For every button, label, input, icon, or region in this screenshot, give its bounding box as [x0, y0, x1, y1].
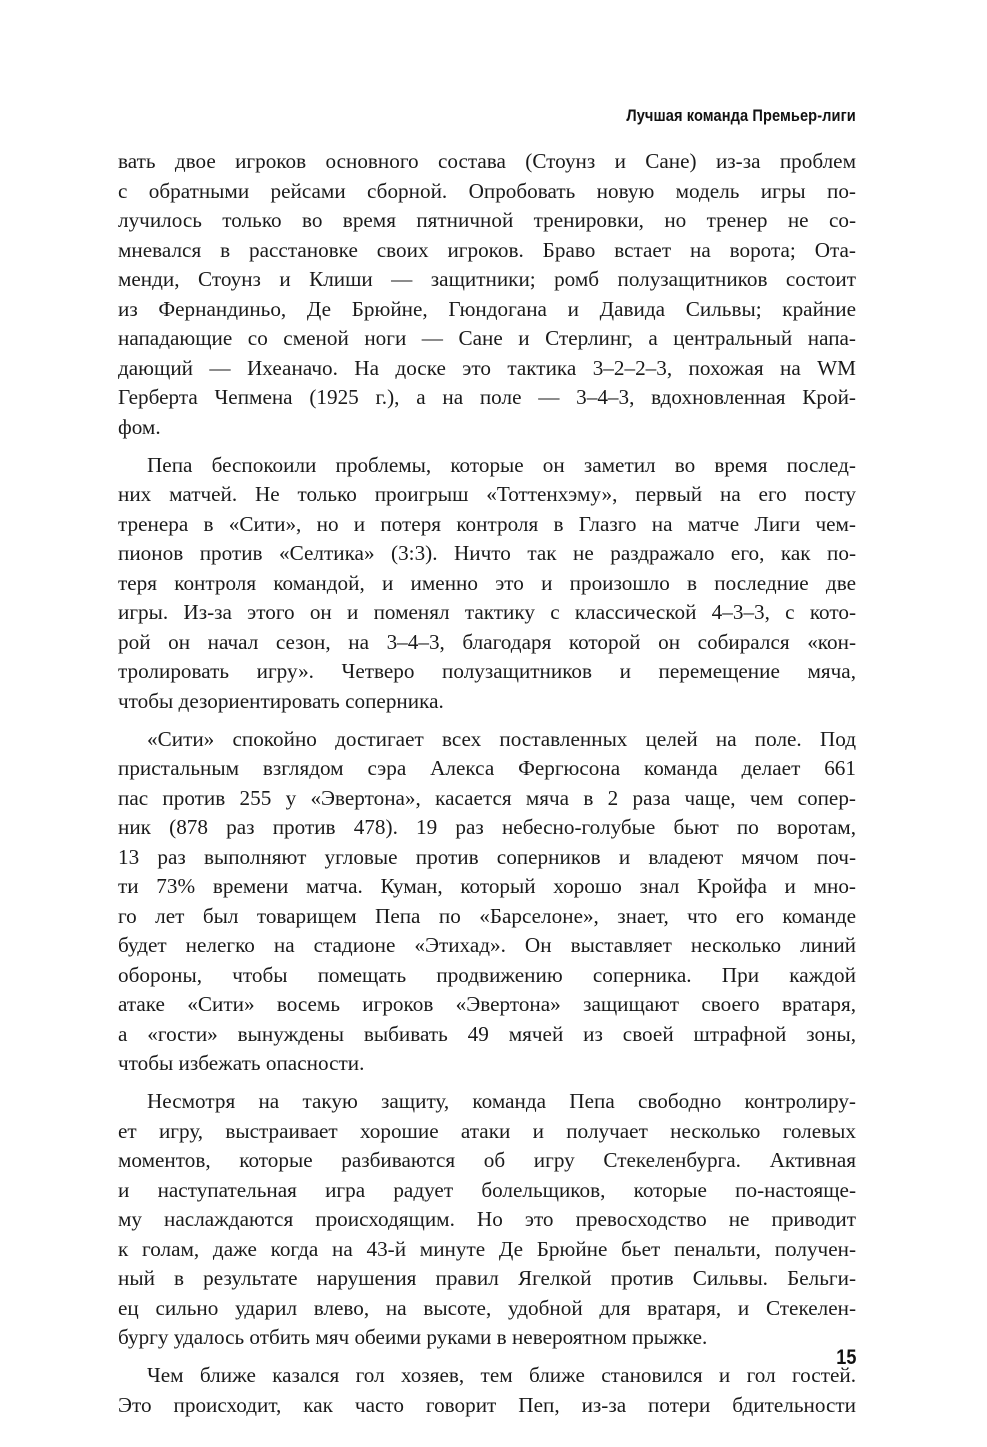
paragraph	[118, 147, 856, 442]
text-line: мневался в расстановке своих игроков. Браво встает на ворота; Ота-	[118, 237, 856, 262]
paragraph	[118, 1361, 856, 1420]
text-line: к голам, даже когда на 43-й минуте Де Брюйне бьет пенальти, получен-	[118, 1236, 856, 1261]
page-number: 15	[835, 1346, 856, 1369]
text-line: моментов, которые разбиваются об игру Стекеленбурга. Активная	[118, 1148, 856, 1172]
text-line: тренера в «Сити», но и потеря контроля в Глазго на матче Лиги чем-	[118, 511, 856, 536]
text-line: бургу удалось отбить мяч обеими руками в невероятном прыжке.	[118, 1325, 708, 1349]
text-line: из Фернандиньо, Де Брюйне, Гюндогана и Давида Сильвы; крайние	[118, 296, 856, 321]
text-line: менди, Стоунз и Клиши — защитники; ромб полузащитников состоит	[118, 267, 856, 291]
text-line: Несмотря на такую защиту, команда Пепа свободно контролиру-	[147, 1089, 856, 1113]
body-text	[118, 147, 856, 1420]
paragraph	[118, 725, 856, 1079]
text-line: Герберта Чепмена (1925 г.), а на поле — 3–4–3, вдохновленная Крой-	[118, 385, 856, 409]
text-line: пристальным взглядом сэра Алекса Фергюсона команда делает 661	[118, 756, 856, 780]
text-line: лучилось только во время пятничной тренировки, но тренер не со-	[118, 208, 856, 232]
text-line: чтобы избежать опасности.	[118, 1051, 365, 1075]
text-line: рой он начал сезон, на 3–4–3, благодаря которой он собирался «кон-	[118, 629, 856, 654]
text-line: пионов против «Селтика» (3:3). Ничто так не раздражало его, как по-	[118, 541, 856, 565]
text-line: с обратными рейсами сборной. Опробовать новую модель игры по-	[118, 178, 856, 203]
text-line: му наслаждаются происходящим. Но это превосходство не приводит	[118, 1207, 856, 1231]
paragraph	[118, 1087, 856, 1353]
text-line: будет нелегко на стадионе «Этихад». Он выставляет несколько линий	[118, 933, 856, 957]
text-line: а «гости» вынуждены выбивать 49 мячей из своей штрафной зоны,	[118, 1021, 856, 1046]
text-line: 13 раз выполняют угловые против соперников и владеют мячом поч-	[118, 844, 856, 869]
running-head: Лучшая команда Премьер-лиги	[626, 106, 856, 125]
text-line: Чем ближе казался гол хозяев, тем ближе становился и гол гостей.	[147, 1363, 856, 1387]
text-line: тролировать игру». Четверо полузащитников и перемещение мяча,	[118, 659, 856, 683]
text-line: ный в результате нарушения правил Ягелкой против Сильвы. Бельги-	[118, 1266, 856, 1290]
text-line: ец сильно ударил влево, на высоте, удобной для вратаря, и Стекелен-	[118, 1295, 856, 1320]
text-line: атаке «Сити» восемь игроков «Эвертона» защищают своего вратаря,	[118, 992, 856, 1016]
text-line: нападающие со сменой ноги — Сане и Стерлинг, а центральный напа-	[118, 326, 856, 350]
text-line: обороны, чтобы помещать продвижению соперника. При каждой	[118, 962, 856, 987]
text-line: «Сити» спокойно достигает всех поставленных целей на поле. Под	[147, 726, 856, 751]
text-line: чтобы дезориентировать соперника.	[118, 688, 444, 713]
text-line: теря контроля командой, и именно это и произошло в последние две	[118, 570, 856, 595]
text-line: ти 73% времени матча. Куман, который хорошо знал Кройфа и мно-	[118, 874, 856, 898]
text-line: ет игру, выстраивает хорошие атаки и получает несколько голевых	[118, 1118, 856, 1143]
text-line: Пепа беспокоили проблемы, которые он заметил во время послед-	[147, 452, 856, 477]
text-line: них матчей. Не только проигрыш «Тоттенхэму», первый на его посту	[118, 482, 856, 506]
text-line: ник (878 раз против 478). 19 раз небесно-голубые бьют по воротам,	[118, 815, 856, 839]
text-line: фом.	[118, 414, 161, 439]
text-line: го лет был товарищем Пепа по «Барселоне», знает, что его команде	[118, 903, 856, 928]
text-line: дающий — Ихеаначо. На доске это тактика 3–2–2–3, похожая на WM	[118, 355, 856, 380]
text-line: и наступательная игра радует болельщиков, которые по-настояще-	[118, 1177, 856, 1202]
text-line: вать двое игроков основного состава (Стоунз и Сане) из-за проблем	[118, 149, 856, 173]
text-line: игры. Из-за этого он и поменял тактику с классической 4–3–3, с кото-	[118, 600, 856, 624]
paragraph	[118, 451, 856, 717]
text-line: Это происходит, как часто говорит Пеп, из-за потери бдительности	[118, 1392, 856, 1417]
text-line: пас против 255 у «Эвертона», касается мяча в 2 раза чаще, чем сопер-	[118, 785, 856, 810]
